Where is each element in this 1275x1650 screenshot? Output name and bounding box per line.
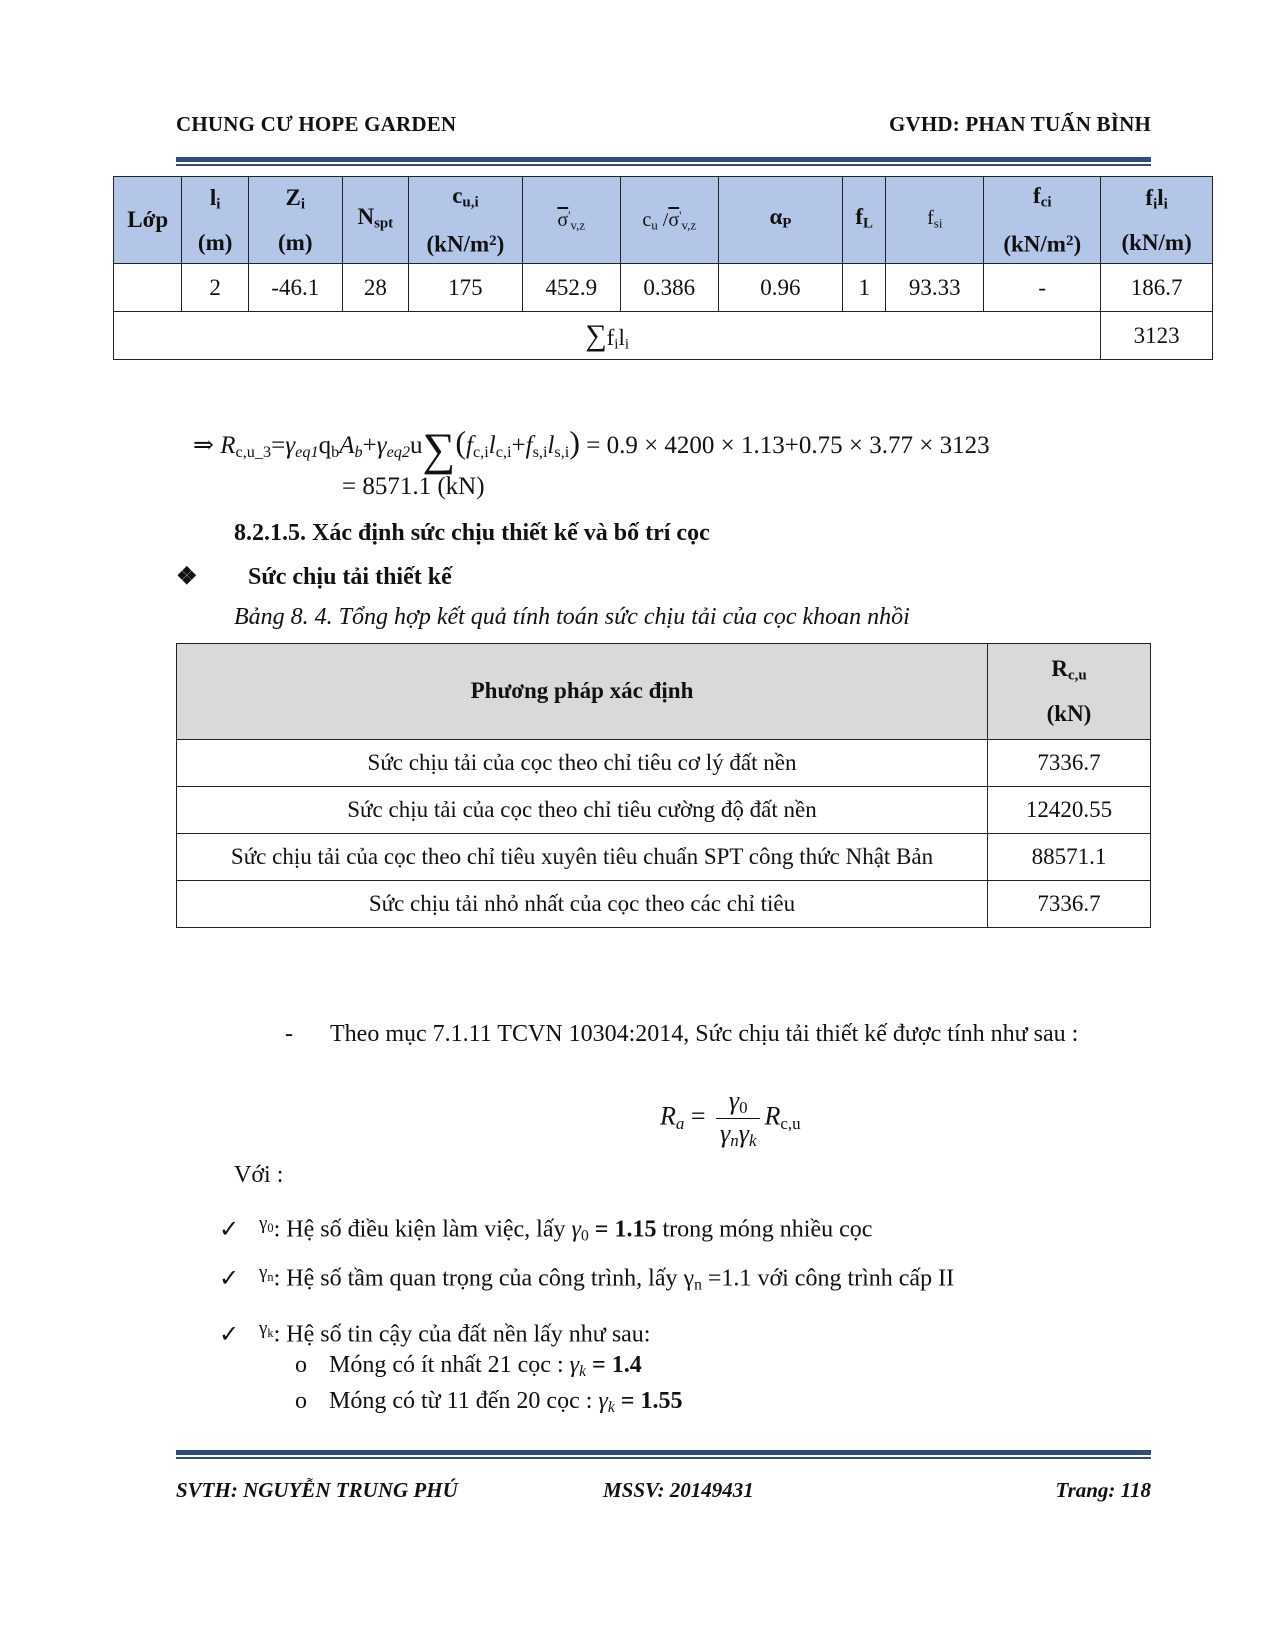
header-project-name: CHUNG CƯ HOPE GARDEN — [176, 112, 457, 136]
col-cu-sigma: $c_u$ $/\overline{\sigma}'_{v,z}$ — [620, 177, 718, 264]
checkmark-icon: ✓ — [219, 1265, 240, 1292]
check-item-gamma0: ✓ $^{\gamma_0}$: Hệ số điều kiện làm việc, lấy $\gamma_0 = 1.15$ trong móng nhiều cọc — [219, 1213, 873, 1245]
circle-bullet-icon: o — [295, 1352, 307, 1378]
header-advisor: GVHD: PHAN TUẤN BÌNH — [888, 112, 1151, 136]
col-sigma: $\overline{\sigma}'_{v,z}$ — [522, 177, 620, 264]
header-rule-thick — [176, 157, 1151, 162]
formula-rcu3-result: = 8571.1 (kN) — [342, 473, 485, 500]
footer-rule-thin — [176, 1457, 1151, 1459]
col-fl: $f_L$ — [843, 177, 886, 264]
check-item-gamman: ✓ $^{\gamma_n}$: Hệ số tầm quan trọng của công trình, lấy $\gamma_n =1.1$ với công trình cấp II — [219, 1262, 955, 1294]
col-zi: $Z_i$ (m) — [248, 177, 342, 264]
diamond-bullet-icon: ❖ — [176, 564, 198, 590]
cell-cui: 175 — [409, 264, 523, 312]
cell-method: Sức chịu tải của cọc theo chỉ tiêu cường độ đất nền — [177, 786, 988, 833]
cell-li: 2 — [182, 264, 248, 312]
sum-value: 3123 — [1101, 312, 1213, 360]
footer-student-id: MSSV: 20149431 — [603, 1478, 754, 1502]
table-sum-row — [114, 312, 1213, 360]
table-row — [177, 833, 1151, 880]
cell-nspt: 28 — [342, 264, 408, 312]
design-capacity-paragraph — [285, 1016, 1125, 1052]
table-header-row — [177, 644, 1151, 740]
cell-lop — [114, 264, 182, 312]
cell-fsi: 93.33 — [886, 264, 984, 312]
cell-method: Sức chịu tải nhỏ nhất của cọc theo các chỉ tiêu — [177, 880, 988, 927]
cell-value: 88571.1 — [988, 833, 1151, 880]
circle-bullet-icon: o — [295, 1388, 307, 1414]
skin-friction-table — [113, 176, 1213, 360]
col-fsi: $f_{si}$ — [886, 177, 984, 264]
cell-zi: -46.1 — [248, 264, 342, 312]
footer-page-number: Trang: 118 — [1055, 1478, 1151, 1502]
cell-cu-sigma: 0.386 — [620, 264, 718, 312]
col-cui: $c_{u,i}$ $(kN/m^2)$ — [409, 177, 523, 264]
cell-sigma: 452.9 — [522, 264, 620, 312]
cell-fili: 186.7 — [1101, 264, 1213, 312]
formula-rcu3: ⇒ $R_{c,u\_3}=\gamma_{eq1}q_bA_b+\gamma_{eq2}u\sum(f_{c,i}l_{c,i}+f_{s,i}l_{s,i}) = 0.9 \times 4200 \times 1.13+0.75 \times 3.77 \times 3123$ — [193, 423, 990, 475]
capacity-summary-table — [176, 643, 1151, 928]
cell-alpha: 0.96 — [718, 264, 842, 312]
col-lop: Lớp — [114, 177, 182, 264]
cell-value: 12420.55 — [988, 786, 1151, 833]
table-row — [177, 880, 1151, 927]
dash-bullet-icon: - — [285, 1021, 293, 1047]
checkmark-icon: ✓ — [219, 1321, 240, 1348]
cell-fci: - — [984, 264, 1101, 312]
col-nspt: $N_{spt}$ — [342, 177, 408, 264]
sum-label: $\sum f_il_i$ — [114, 312, 1101, 360]
col-fili: $f_il_i$ (kN/m) — [1101, 177, 1213, 264]
option-item-11-20-piles: o Móng có từ 11 đến 20 cọc : $\gamma_k = 1.55$ — [295, 1388, 683, 1416]
col-alpha: $\alpha_P$ — [718, 177, 842, 264]
col-rcu: $R_{c,u}$ (kN) — [988, 644, 1151, 740]
table-row — [114, 264, 1213, 312]
voi-label: Với : — [234, 1162, 284, 1188]
col-fci: $f_{ci}$ $(kN/m^2)$ — [984, 177, 1101, 264]
option-item-21-piles: o Móng có ít nhất 21 cọc : $\gamma_k = 1.4$ — [295, 1352, 642, 1380]
footer-student: SVTH: NGUYỄN TRUNG PHÚ — [176, 1478, 458, 1502]
formula-ra: $R_a$ = $\frac{\gamma_0}{\gamma_n\gamma_k}$ $R_{c,u}$ — [660, 1086, 801, 1151]
col-method: Phương pháp xác định — [177, 644, 988, 740]
cell-value: 7336.7 — [988, 739, 1151, 786]
table-row — [177, 739, 1151, 786]
cell-method: Sức chịu tải của cọc theo chỉ tiêu xuyên tiêu chuẩn SPT công thức Nhật Bản — [177, 833, 988, 880]
col-li: $l_i$ (m) — [182, 177, 248, 264]
checkmark-icon: ✓ — [219, 1216, 240, 1243]
table-row — [177, 786, 1151, 833]
footer-rule-thick — [176, 1450, 1151, 1455]
table-caption: Bảng 8. 4. Tổng hợp kết quả tính toán sức chịu tải của cọc khoan nhồi — [234, 604, 910, 630]
table-header-row — [114, 177, 1213, 264]
paragraph-text: Theo mục 7.1.11 TCVN 10304:2014, Sức chịu tải thiết kế được tính như sau : — [330, 1021, 1079, 1047]
cell-value: 7336.7 — [988, 880, 1151, 927]
header-rule-thin — [176, 164, 1151, 166]
cell-method: Sức chịu tải của cọc theo chỉ tiêu cơ lý đất nền — [177, 739, 988, 786]
check-item-gammak: ✓ $^{\gamma_k}$: Hệ số tin cậy của đất nền lấy như sau: — [219, 1318, 651, 1348]
bullet-heading: ❖ Sức chịu tải thiết kế — [176, 564, 452, 590]
section-title: 8.2.1.5. Xác định sức chịu thiết kế và bố trí cọc — [234, 520, 710, 546]
cell-fl: 1 — [843, 264, 886, 312]
